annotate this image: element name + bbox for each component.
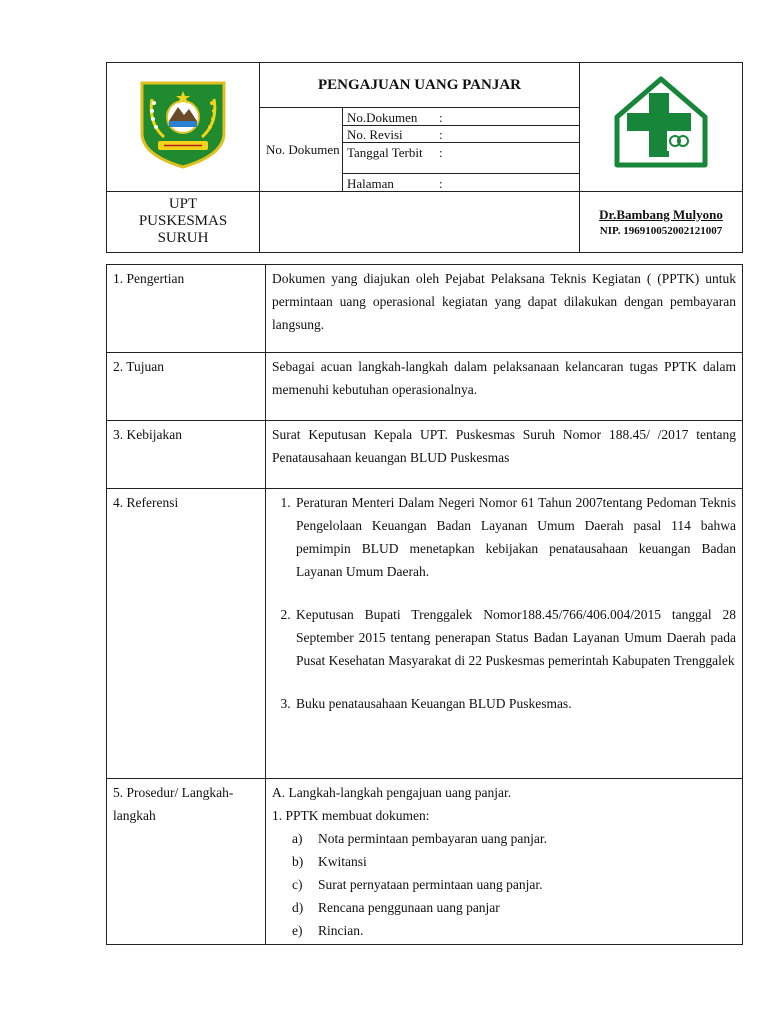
list-item: c) Surat pernyataan permintaan uang panjar. [292, 877, 543, 892]
list-item: a) Nota permintaan pembayaran uang panjar. [292, 831, 548, 846]
regency-emblem-icon [134, 79, 232, 169]
procedure-heading: A. Langkah-langkah pengajuan uang panjar. [272, 785, 512, 800]
section-text: Sebagai acuan langkah-langkah dalam pelaksanaan kelancaran tugas PPTK dalam memenuhi kebutuhan operasionalnya. [266, 353, 743, 421]
section-text: Surat Keputusan Kepala UPT. Puskesmas Suruh Nomor 188.45/ /2017 tentang Penatausahaan keuangan BLUD Puskesmas [266, 421, 743, 489]
list-item: e) Rincian. [292, 923, 364, 938]
sop-content-table [106, 264, 743, 945]
section-label: 5. Prosedur/ Langkah-langkah [107, 779, 266, 945]
section-row [107, 265, 743, 353]
meta-tanggal-terbit: Tanggal Terbit : [343, 143, 580, 174]
reference-item: 2. Keputusan Bupati Trenggalek Nomor188.45/766/406.004/2015 tanggal 28 September 2015 tentang penerapan Status Badan Layanan Umum Daerah pada Pusat Kesehatan Masyarakat di 22 Puskesmas pemerintah Kabupaten Trenggalek [294, 603, 736, 672]
list-item: d) Rencana penggunaan uang panjar [292, 900, 500, 915]
signature-block [580, 191, 743, 252]
regency-emblem-cell [107, 63, 260, 192]
document-header-table [106, 62, 743, 253]
reference-item: 3. Buku penatausahaan Keuangan BLUD Puskesmas. [294, 692, 736, 715]
section-row [107, 489, 743, 779]
no-dokumen-label: No. Dokumen [260, 108, 343, 192]
section-label: 3. Kebijakan [107, 421, 266, 489]
signer-nip: NIP. 196910052002121007 [599, 224, 723, 237]
section-row [107, 421, 743, 489]
section-row [107, 353, 743, 421]
section-list [266, 489, 743, 779]
section-procedure [266, 779, 743, 945]
procedure-step: 1. PPTK membuat dokumen: [272, 808, 430, 823]
procedure-subitems [272, 827, 736, 942]
section-text: Dokumen yang diajukan oleh Pejabat Pelaksana Teknis Kegiatan ( (PPTK) untuk permintaan uang operasional kegiatan yang dapat dilakukan dengan pembayaran langsung. [266, 265, 743, 353]
health-logo-cell [580, 63, 743, 192]
document-title: PENGAJUAN UANG PANJAR [260, 63, 580, 108]
meta-no-revisi: No. Revisi : [343, 125, 580, 143]
section-row [107, 779, 743, 945]
meta-halaman: Halaman : [343, 174, 580, 192]
organization-name: UPT PUSKESMAS SURUH [107, 191, 260, 252]
reference-item: 1. Peraturan Menteri Dalam Negeri Nomor 61 Tahun 2007tentang Pedoman Teknis Pengelolaan Keuangan Badan Layanan Umum Daerah pasal 114 bahwa pemimpin BLUD menetapkan kebijakan penatausahaan keuangan Badan Layanan Umum Daerah. [294, 491, 736, 583]
section-label: 1. Pengertian [107, 265, 266, 353]
meta-no-dokumen: No.Dokumen : [343, 108, 580, 126]
empty-cell [260, 191, 580, 252]
list-item: b) Kwitansi [292, 854, 367, 869]
puskesmas-cross-logo-icon [611, 75, 711, 173]
section-label: 2. Tujuan [107, 353, 266, 421]
section-label: 4. Referensi [107, 489, 266, 779]
signer-name: Dr.Bambang Mulyono [599, 206, 723, 222]
